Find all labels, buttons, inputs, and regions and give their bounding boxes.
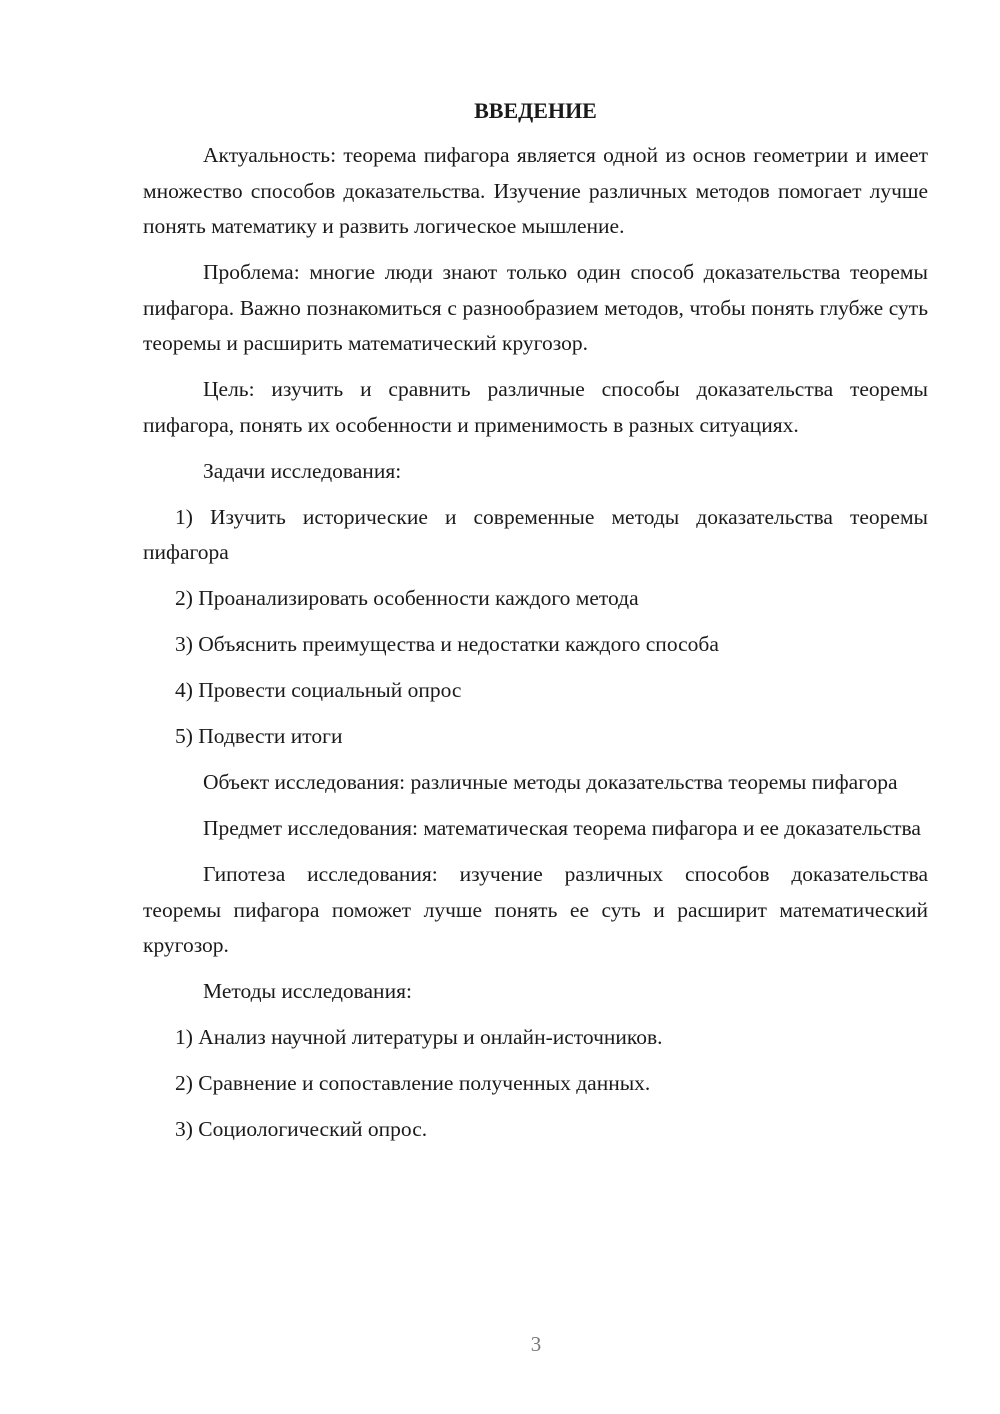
paragraph-relevance: Актуальность: теорема пифагора является одной из основ геометрии и имеет множество способов доказательства. Изучение различных методов помогает лучше понять математику и развить логическое мышление. [143,143,928,238]
paragraph-object: Объект исследования: различные методы доказательства теоремы пифагора [203,770,898,794]
task-item: 1) Изучить исторические и современные методы доказательства теоремы пифагора [143,504,928,564]
method-item: 1) Анализ научной литературы и онлайн-источников. [175,1025,663,1049]
task-item: 3) Объяснить преимущества и недостатки каждого способа [175,632,719,656]
paragraph-goal: Цель: изучить и сравнить различные способы доказательства теоремы пифагора, понять их особенности и применимость в разных ситуациях. [143,377,928,437]
task-item: 4) Провести социальный опрос [175,678,462,702]
task-item: 5) Подвести итоги [175,724,343,748]
paragraph-hypothesis: Гипотеза исследования: изучение различных способов доказательства теоремы пифагора поможет лучше понять ее суть и расширит математический кругозор. [143,862,928,957]
method-item: 3) Социологический опрос. [175,1117,428,1141]
task-item: 2) Проанализировать особенности каждого метода [175,586,639,610]
tasks-heading: Задачи исследования: [203,458,402,483]
page-title: ВВЕДЕНИЕ [474,98,597,123]
paragraph-problem: Проблема: многие люди знают только один способ доказательства теоремы пифагора. Важно познакомиться с разнообразием методов, чтобы понять глубже суть теоремы и расширить математический кругозор. [143,260,928,355]
paragraph-subject: Предмет исследования: математическая теорема пифагора и ее доказательства [203,816,921,840]
methods-heading: Методы исследования: [203,979,412,1003]
method-item: 2) Сравнение и сопоставление полученных данных. [175,1071,651,1095]
page-number: 3 [530,1332,542,1356]
document-page [143,96,928,1158]
